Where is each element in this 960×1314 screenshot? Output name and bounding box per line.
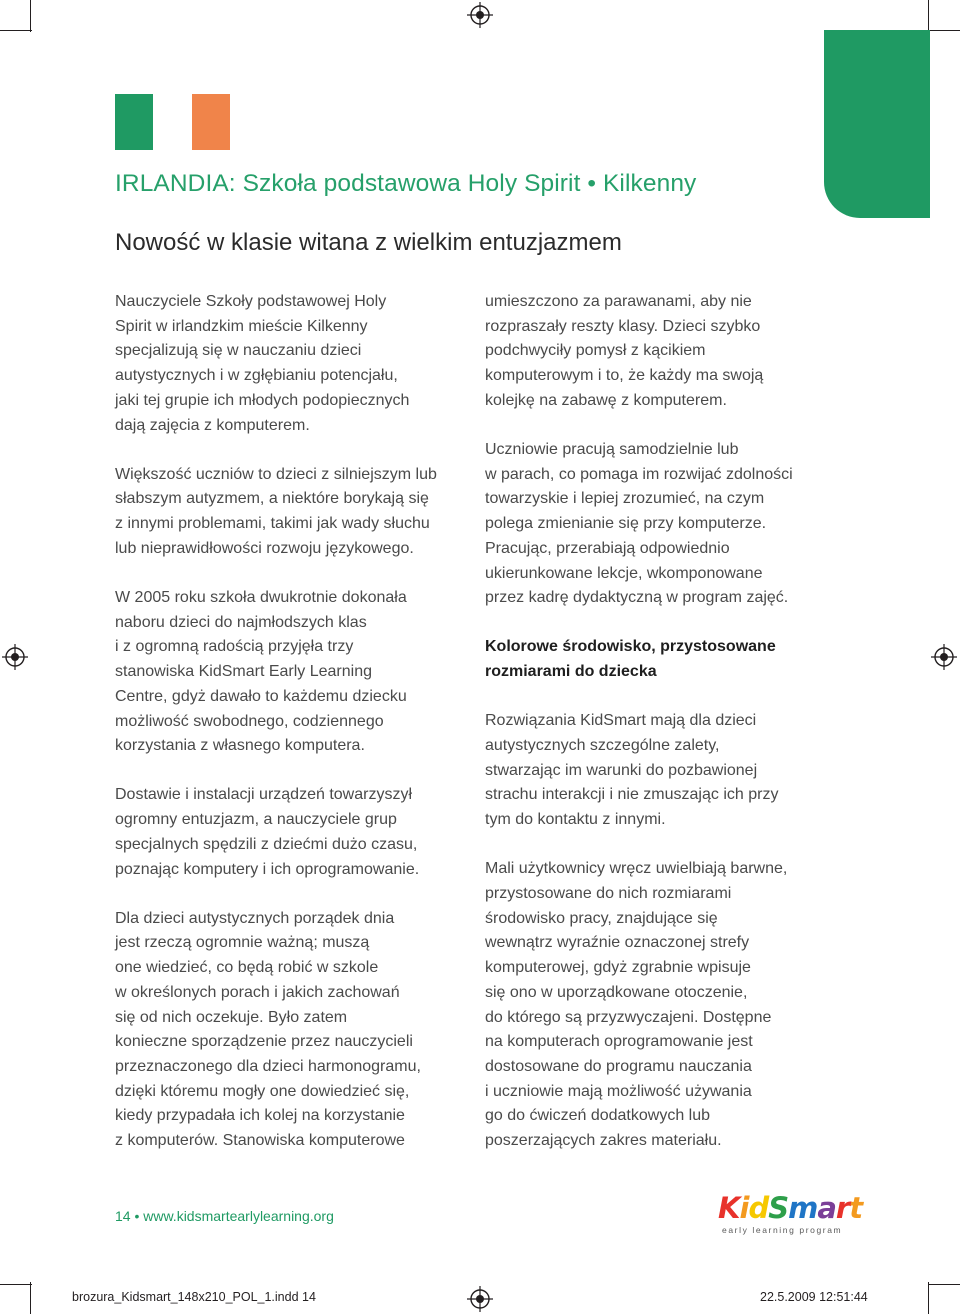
registration-mark-icon [467, 1286, 493, 1312]
text-line: dzięki któremu mogły one dowiedzieć się, [115, 1082, 410, 1100]
text-line: one wiedzieć, co będą robić w szkole [115, 959, 379, 977]
logo-letter: r [835, 1191, 850, 1225]
text-line: naboru dzieci do najmłodszych klas [115, 613, 367, 631]
text-line: w określonych porach i jakich zachowań [115, 983, 400, 1001]
paragraph [485, 709, 845, 833]
text-line: do którego są przyzwyczajeni. Dostępne [485, 1008, 772, 1026]
paragraph [115, 783, 475, 882]
text-line: lub nieprawidłowości rozwoju językowego. [115, 539, 414, 557]
page-footer-reference: 14 • www.kidsmartearlylearning.org [115, 1208, 334, 1224]
text-line: korzystania z własnego komputera. [115, 737, 365, 755]
text-line: kolejkę na zabawę z komputerem. [485, 391, 727, 409]
flag-stripe-orange [192, 94, 230, 150]
heading-line: Kolorowe środowisko, przystosowane [485, 638, 776, 656]
text-line: Dla dzieci autystycznych porządek dnia [115, 909, 395, 927]
text-line: ogromny entuzjazm, a nauczyciele grup [115, 811, 397, 829]
logo-wordmark [718, 1191, 862, 1225]
crop-mark [928, 30, 960, 31]
registration-mark-icon [467, 2, 493, 28]
text-line: przez kadrę dydaktyczną w program zajęć. [485, 589, 789, 607]
crop-mark [928, 0, 929, 32]
logo-letter: S [768, 1191, 789, 1225]
crop-mark [928, 1282, 929, 1314]
text-line: się od nich oczekuje. Było zatem [115, 1008, 348, 1026]
text-line: Centre, gdyż dawało to każdemu dziecku [115, 687, 407, 705]
kidsmart-logo [718, 1191, 863, 1245]
logo-letter: i [739, 1191, 749, 1225]
paragraph [485, 290, 845, 414]
right-column [485, 290, 845, 1178]
crop-mark [30, 1282, 31, 1314]
page-subtitle: Nowość w klasie witana z wielkim entuzjazmem [115, 229, 622, 256]
text-line: strachu interakcji i nie zmuszając ich przy [485, 786, 779, 804]
text-line: ukierunkowane lekcje, wkomponowane [485, 564, 763, 582]
text-line: komputerowym i to, że każdy ma swoją [485, 367, 764, 385]
irish-flag [115, 94, 230, 150]
text-line: Spirit w irlandzkim mieście Kilkenny [115, 317, 368, 335]
text-line: specjalnych spędzili z dziećmi dużo czasu, [115, 835, 418, 853]
text-line: umieszczono za parawanami, aby nie [485, 293, 752, 310]
page-title: IRLANDIA: Szkoła podstawowa Holy Spirit • Kilkenny [115, 170, 697, 197]
text-line: komputerowej, gdyż zgrabnie wpisuje [485, 959, 751, 977]
crop-mark [0, 30, 32, 31]
paragraph [115, 586, 475, 759]
text-line: specjalizują się w nauczaniu dzieci [115, 342, 362, 360]
section-heading [485, 635, 845, 684]
text-line: W 2005 roku szkoła dwukrotnie dokonała [115, 589, 407, 607]
text-line: przeznaczonego dla dzieci harmonogramu, [115, 1057, 421, 1075]
text-line: środowisko pracy, znajdujące się [485, 909, 718, 927]
text-line: Uczniowie pracują samodzielnie lub [485, 441, 739, 459]
text-line: poszerzających zakres materiału. [485, 1132, 722, 1150]
paragraph [485, 438, 845, 611]
text-line: poznając komputery i ich oprogramowanie. [115, 860, 420, 878]
text-line: autystycznych i w zgłębianiu potencjału, [115, 367, 398, 385]
text-line: rozpraszały reszty klasy. Dzieci szybko [485, 317, 761, 335]
text-line: słabszym autyzmem, a niektóre borykają się [115, 490, 429, 508]
text-line: Większość uczniów to dzieci z silniejszym lub [115, 465, 437, 483]
logo-letter: d [748, 1191, 769, 1225]
logo-tagline: early learning program [722, 1225, 843, 1235]
slug-filename: brozura_Kidsmart_148x210_POL_1.indd 14 [72, 1290, 316, 1304]
text-line: Pracując, przerabiają odpowiednio [485, 539, 730, 557]
text-line: Nauczyciele Szkoły podstawowej Holy [115, 293, 387, 310]
text-line: Dostawie i instalacji urządzeń towarzyszył [115, 786, 412, 804]
text-line: stanowiska KidSmart Early Learning [115, 663, 373, 681]
text-line: z komputerów. Stanowiska komputerowe [115, 1132, 405, 1150]
text-line: dostosowane do programu nauczania [485, 1057, 752, 1075]
flag-stripe-green [115, 94, 153, 150]
text-line: konieczne sporządzenie przez nauczycieli [115, 1033, 413, 1051]
crop-mark [30, 0, 31, 32]
crop-mark [928, 1284, 960, 1285]
text-line: w parach, co pomaga im rozwijać zdolności [485, 465, 793, 483]
text-line: z innymi problemami, takimi jak wady słuchu [115, 515, 430, 533]
text-line: jest rzeczą ogromnie ważną; muszą [115, 934, 370, 952]
text-line: dają zajęcia z komputerem. [115, 416, 310, 434]
left-column [115, 290, 475, 1178]
text-line: i uczniowie mają możliwość używania [485, 1082, 752, 1100]
text-line: możliwość swobodnego, codziennego [115, 712, 384, 730]
logo-letter: a [817, 1191, 836, 1225]
slug-date: 22.5.2009 12:51:44 [760, 1290, 868, 1304]
heading-line: rozmiarami do dziecka [485, 663, 657, 681]
text-line: i z ogromną radością przyjęła trzy [115, 638, 354, 656]
text-line: podchwyciły pomysł z kącikiem [485, 342, 706, 360]
text-line: kiedy przypadała ich kolej na korzystanie [115, 1107, 405, 1125]
paragraph [115, 463, 475, 562]
text-line: Rozwiązania KidSmart mają dla dzieci [485, 712, 757, 730]
text-line: go do ćwiczeń dodatkowych lub [485, 1107, 711, 1125]
text-line: wewnątrz wyraźnie oznaczonej strefy [485, 934, 750, 952]
text-line: towarzyskie i lepiej zrozumieć, na czym [485, 490, 765, 508]
paragraph [115, 907, 475, 1154]
paragraph [115, 290, 475, 438]
logo-letter: t [849, 1191, 863, 1225]
text-line: stwarzając im warunki do pozbawionej [485, 761, 758, 779]
crop-mark [0, 1284, 32, 1285]
text-line: autystycznych szczególne zalety, [485, 737, 720, 755]
text-line: jaki tej grupie ich młodych podopiecznych [115, 391, 410, 409]
text-line: się ono w uporządkowane otoczenie, [485, 983, 748, 1001]
text-line: Mali użytkownicy wręcz uwielbiają barwne, [485, 860, 788, 878]
text-line: polega zmienianie się przy komputerze. [485, 515, 767, 533]
registration-mark-icon [931, 644, 957, 670]
text-line: przystosowane do nich rozmiarami [485, 885, 732, 903]
corner-tab [824, 30, 930, 218]
flag-stripe-white [153, 94, 191, 150]
logo-letter: m [788, 1191, 818, 1225]
text-line: na komputerach oprogramowanie jest [485, 1033, 753, 1051]
logo-letter: K [718, 1191, 740, 1225]
text-line: tym do kontaktu z innymi. [485, 811, 666, 829]
registration-mark-icon [2, 644, 28, 670]
paragraph [485, 857, 845, 1153]
